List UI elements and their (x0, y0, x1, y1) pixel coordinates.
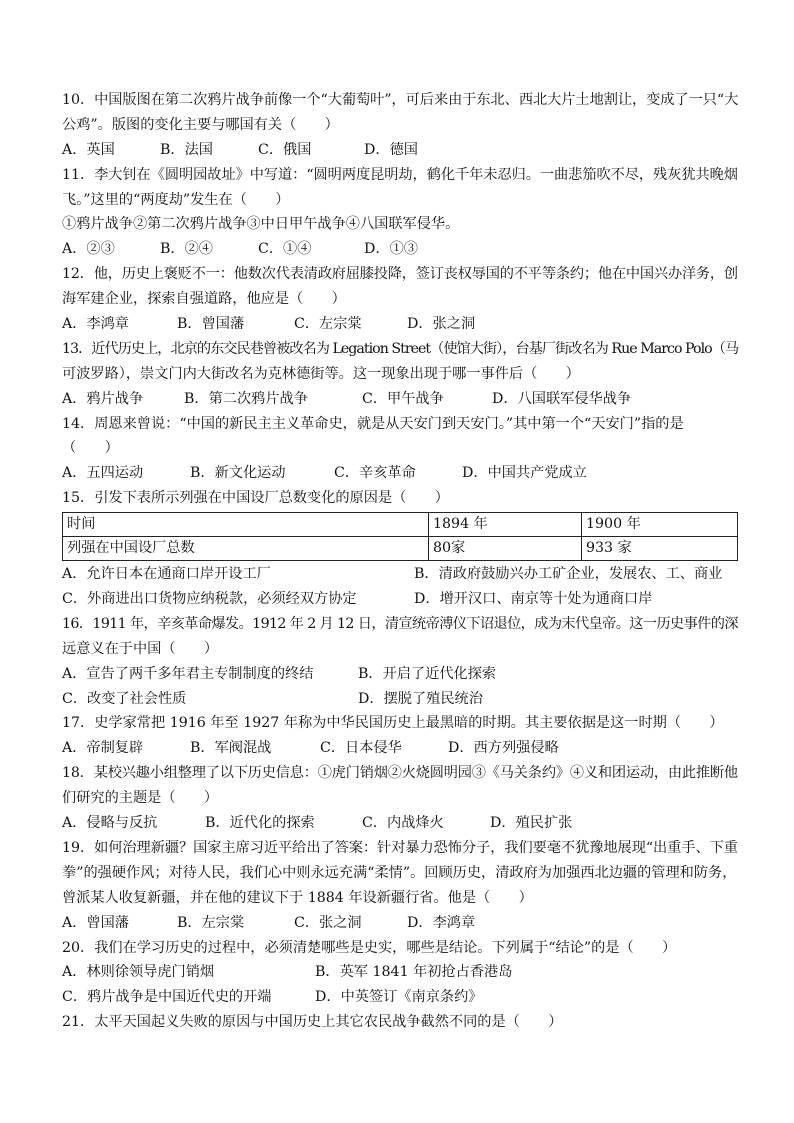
table-cell: 列强在中国设厂总数 (63, 537, 429, 561)
q17-stem: 17．史学家常把 1916 年至 1927 年称为中华民国历史上最黑暗的时期。其主要依据是这一时期（ ） (62, 715, 724, 732)
q14-option-d: D．中国共产党成立 (462, 465, 587, 482)
q19-option-c: C．张之洞 (294, 914, 362, 931)
q17-option-d: D．西方列强侵略 (448, 740, 559, 757)
q12-stem-line-2: 海军建企业，探索自强道路，他应是（ ） (62, 291, 346, 308)
q13-option-d: D．八国联军侵华战争 (492, 390, 632, 407)
q11-options (62, 237, 738, 262)
q20-option-c: C．鸦片战争是中国近代史的开端 (62, 989, 272, 1006)
q12-option-a: A．李鸿章 (62, 316, 129, 333)
q15-options-row-1 (62, 562, 738, 587)
q11-stem-line-1: 11．李大钊在《圆明园故址》中写道：“圆明两度昆明劫，鹤化千年未忍归。一曲悲笳吹不尽，残灰犹共晚烟 (62, 166, 738, 183)
q11-option-c: C．①④ (258, 241, 312, 258)
q17-option-c: C．日本侵华 (320, 740, 402, 757)
q12-option-b: B．曾国藩 (177, 316, 245, 333)
q16-stem-line-1: 16．1911 年，辛亥革命爆发。1912 年 2 月 12 日，清宣统帝溥仪下诏退位，成为末代皇帝。这一历史事件的深 (62, 615, 738, 632)
q10-option-a: A．英国 (62, 141, 115, 158)
q15-stem: 15．引发下表所示列强在中国设厂总数变化的原因是（ ） (62, 490, 449, 507)
q19-stem-line-2: 拳”的强硬作风；对待人民，我们心中则永远充满“柔情”。回顾历史，清政府为加强西北边疆的管理和防务， (62, 864, 737, 881)
q20-options-row-1 (62, 960, 738, 985)
q18-option-c: C．内战烽火 (362, 815, 444, 832)
q19-stem-line-3: 曾派某人收复新疆，并在他的建议下于 1884 年设新疆行省。他是（ ） (62, 889, 533, 906)
q17-option-b: B．军阀混战 (190, 740, 272, 757)
q11-stem-line-2: 飞。”这里的“两度劫”发生在（ ） (62, 191, 290, 208)
q20-option-d: D．中英签订《南京条约》 (315, 989, 483, 1006)
table-cell: 80家 (429, 537, 582, 561)
q16-option-a: A．宣告了两千多年君主专制制度的终结 (62, 665, 314, 682)
q18-options (62, 811, 738, 836)
factory-count-table (62, 512, 738, 561)
q15-option-b: B．清政府鼓励兴办工矿企业，发展农、工、商业 (414, 566, 723, 583)
q12-options (62, 312, 738, 337)
q14-option-a: A．五四运动 (62, 465, 144, 482)
q18-option-b: B．近代化的探索 (205, 815, 315, 832)
q13-option-c: C．甲午战争 (362, 390, 444, 407)
q13-option-a: A．鸦片战争 (62, 390, 144, 407)
q13-option-b: B．第二次鸦片战争 (184, 390, 308, 407)
q10-option-b: B．法国 (160, 141, 213, 158)
q15-option-d: D．增开汉口、南京等十处为通商口岸 (414, 591, 653, 608)
q17-options (62, 736, 738, 761)
table-cell: 933 家 (582, 537, 738, 561)
q15-option-a: A．允许日本在通商口岸开设工厂 (62, 566, 271, 583)
q14-option-c: C．辛亥革命 (334, 465, 416, 482)
q12-option-d: D．张之洞 (407, 316, 476, 333)
table-cell: 1900 年 (582, 513, 738, 537)
table-cell: 时间 (63, 513, 429, 537)
q12-stem-line-1: 12．他，历史上褒贬不一：他数次代表清政府屈膝投降，签订丧权辱国的不平等条约；他在中国兴办洋务，创 (62, 266, 738, 283)
q15-options-row-2 (62, 587, 738, 612)
q17-option-a: A．帝制复辟 (62, 740, 144, 757)
q16-option-d: D．摆脱了殖民统治 (358, 690, 483, 707)
q14-option-b: B．新文化运动 (190, 465, 286, 482)
q10-stem-line-1: 10．中国版图在第二次鸦片战争前像一个“大葡萄叶”，可后来由于东北、西北大片土地割让，变成了一只“大 (62, 92, 739, 108)
exam-page (62, 88, 738, 1035)
q20-stem: 20．我们在学习历史的过程中，必须清楚哪些是史实，哪些是结论。下列属于“结论”的是（ ） (62, 939, 677, 956)
q18-option-a: A．侵略与反抗 (62, 815, 158, 832)
q13-stem-line-2: 可波罗路），崇文门内大街改名为克林德街等。这一现象出现于哪一事件后（ ） (62, 365, 580, 382)
q19-option-b: B．左宗棠 (177, 914, 245, 931)
q11-option-a: A．②③ (62, 241, 115, 258)
q10-stem-line-2: 公鸡”。版图的变化主要与哪国有关（ ） (62, 116, 339, 133)
q13-stem-line-1: 13．近代历史上，北京的东交民巷曾被改名为 Legation Street（使馆大街），台基厂街改名为 Rue Marco Polo（马 (62, 340, 739, 357)
q20-options-row-2 (62, 985, 738, 1010)
q18-stem-line-1: 18．某校兴趣小组整理了以下历史信息：①虎门销烟②火烧圆明园③《马关条约》④义和团运动，由此推断他 (62, 765, 738, 782)
q20-option-a: A．林则徐领导虎门销烟 (62, 964, 215, 981)
q14-stem-line-1: 14．周恩来曾说：“中国的新民主主义革命史，就是从天安门到天安门。”其中第一个“天安门”指的是 (62, 415, 684, 432)
q19-options (62, 911, 738, 936)
q14-options (62, 461, 738, 486)
q16-option-b: B．开启了近代化探索 (358, 665, 497, 682)
q10-option-c: C．俄国 (258, 141, 312, 158)
q21-stem: 21．太平天国起义失败的原因与中国历史上其它农民战争截然不同的是（ ） (62, 1014, 563, 1031)
q11-items: ①鸦片战争②第二次鸦片战争③中日甲午战争④八国联军侵华。 (62, 216, 460, 233)
q11-option-d: D．①③ (364, 241, 418, 258)
table-cell: 1894 年 (429, 513, 582, 537)
q19-option-a: A．曾国藩 (62, 914, 129, 931)
q16-stem-line-2: 远意义在于中国（ ） (62, 640, 219, 657)
q15-option-c: C．外商进出口货物应纳税款，必须经双方协定 (62, 591, 357, 608)
q16-option-c: C．改变了社会性质 (62, 690, 187, 707)
q20-option-b: B．英军 1841 年初抢占香港岛 (315, 964, 513, 981)
table-header-row (63, 513, 738, 537)
q11-option-b: B．②④ (160, 241, 213, 258)
q13-options (62, 387, 738, 412)
q16-options-row-1 (62, 662, 738, 687)
q14-stem-line-2: （ ） (62, 440, 119, 457)
q12-option-c: C．左宗棠 (294, 316, 362, 333)
table-row (63, 537, 738, 561)
q19-option-d: D．李鸿章 (407, 914, 476, 931)
q16-options-row-2 (62, 687, 738, 712)
q18-stem-line-2: 们研究的主题是（ ） (62, 790, 219, 807)
q10-option-d: D．德国 (364, 141, 418, 158)
q10-options (62, 138, 738, 163)
q19-stem-line-1: 19．如何治理新疆？国家主席习近平给出了答案：针对暴力恐怖分子，我们要毫不犹豫地展现“出重手、下重 (62, 839, 738, 856)
q18-option-d: D．殖民扩张 (490, 815, 573, 832)
